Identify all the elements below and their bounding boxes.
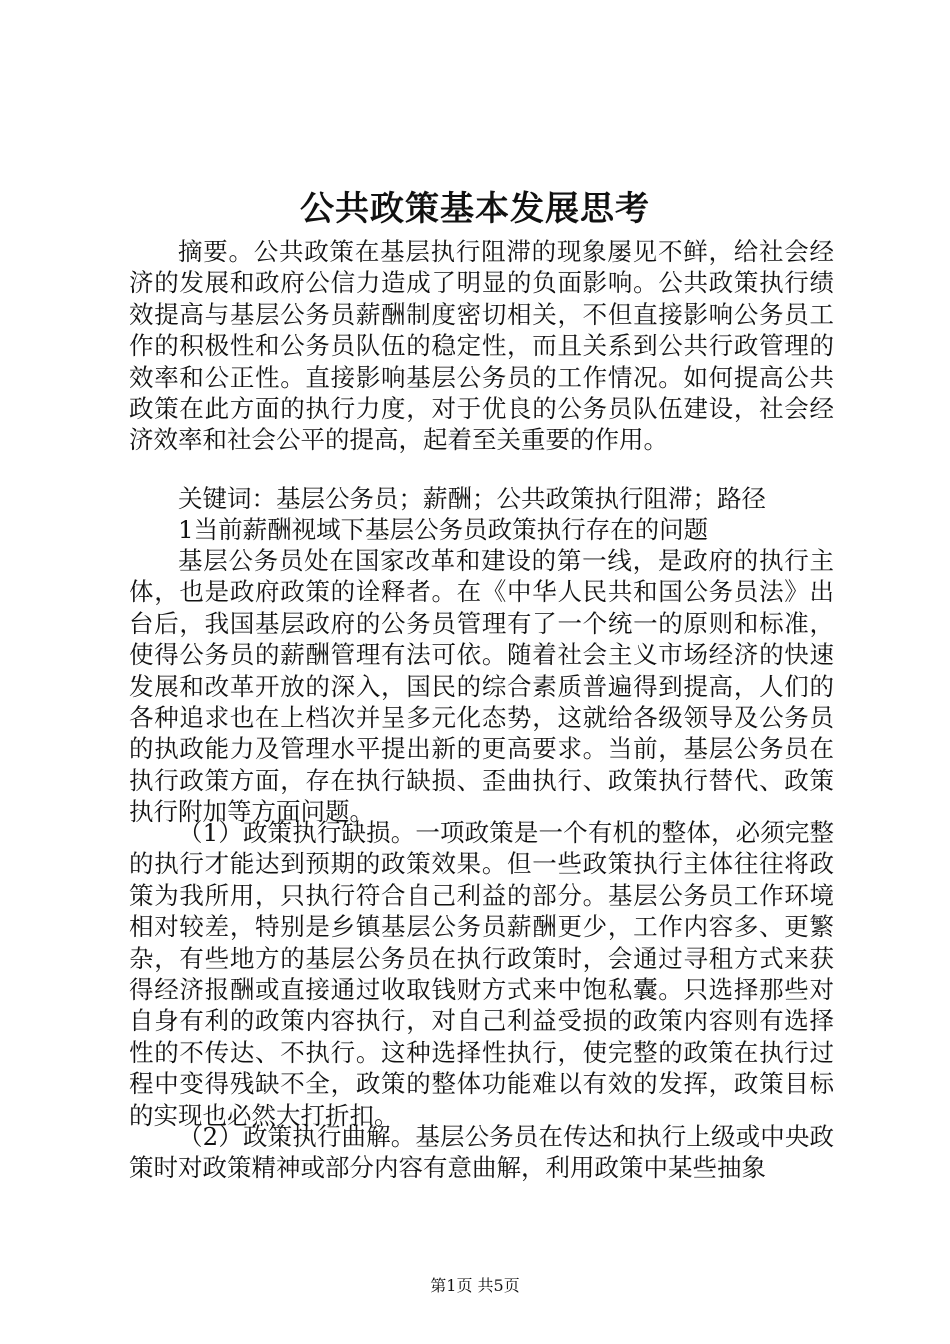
- document-title: 公共政策基本发展思考: [300, 189, 650, 229]
- item-2-paragraph: （2）政策执行曲解。基层公务员在传达和执行上级或中央政策时对政策精神或部分内容有意曲解，利用政策中某些抽象: [129, 1122, 834, 1183]
- item-1-paragraph: （1）政策执行缺损。一项政策是一个有机的整体，必须完整的执行才能达到预期的政策效果。但一些政策执行主体往往将政策为我所用，只执行符合自己利益的部分。基层公务员工作环境相对较差，特别是乡镇基层公务员薪酬更少，工作内容多、更繁杂，有些地方的基层公务员在执行政策时，会通过寻租方式来获得经济报酬或直接通过收取钱财方式来中饱私囊。只选择那些对自身有利的政策内容执行，对自己利益受损的政策内容则有选择性的不传达、不执行。这种选择性执行，使完整的政策在执行过程中变得残缺不全，政策的整体功能难以有效的发挥，政策目标的实现也必然大打折扣。: [129, 818, 834, 1130]
- intro-paragraph: 基层公务员处在国家改革和建设的第一线，是政府的执行主体，也是政府政策的诠释者。在《中华人民共和国公务员法》出台后，我国基层政府的公务员管理有了一个统一的原则和标准，使得公务员的薪酬管理有法可依。随着社会主义市场经济的快速发展和改革开放的深入，国民的综合素质普遍得到提高，人们的各种追求也在上档次并呈多元化态势，这就给各级领导及公务员的执政能力及管理水平提出新的更高要求。当前，基层公务员在执行政策方面，存在执行缺损、歪曲执行、政策执行替代、政策执行附加等方面问题。: [129, 546, 834, 827]
- section-heading: 1当前薪酬视域下基层公务员政策执行存在的问题: [178, 515, 709, 544]
- keywords-line: 关键词：基层公务员；薪酬；公共政策执行阻滞；路径: [178, 484, 766, 513]
- abstract-paragraph: 摘要。公共政策在基层执行阻滞的现象屡见不鲜，给社会经济的发展和政府公信力造成了明显的负面影响。公共政策执行绩效提高与基层公务员薪酬制度密切相关，不但直接影响公务员工作的积极性和公务员队伍的稳定性，而且关系到公共行政管理的效率和公正性。直接影响基层公务员的工作情况。如何提高公共政策在此方面的执行力度，对于优良的公务员队伍建设，社会经济效率和社会公平的提高，起着至关重要的作用。: [129, 237, 834, 455]
- page-footer: 第1页 共5页: [430, 1276, 520, 1295]
